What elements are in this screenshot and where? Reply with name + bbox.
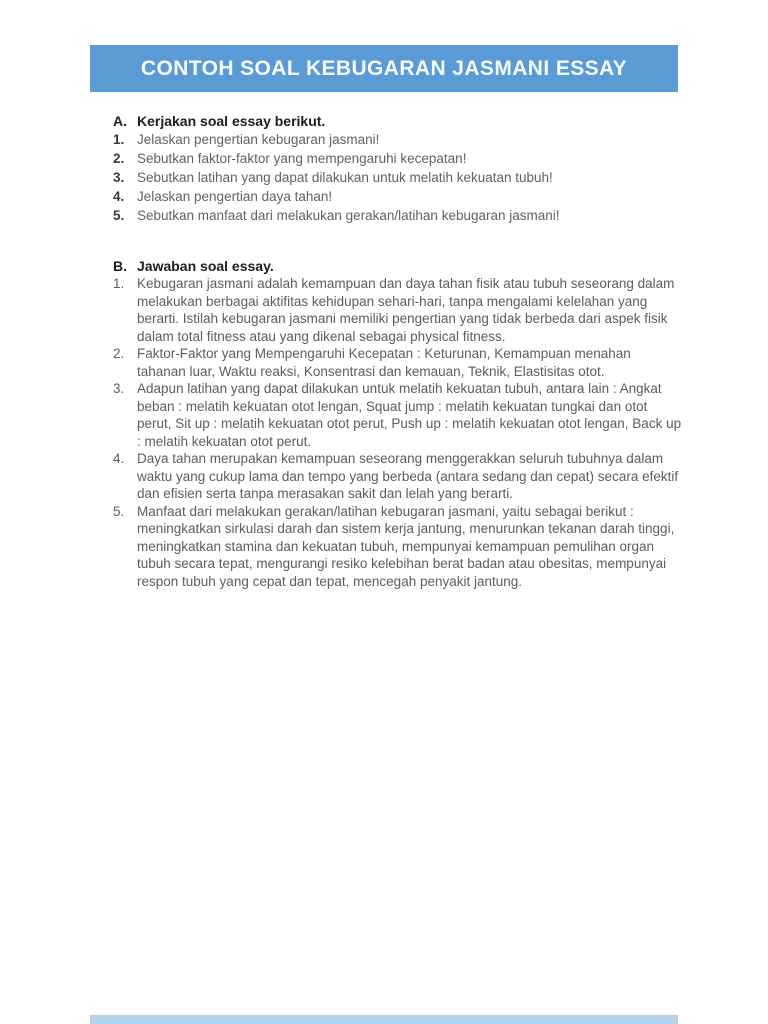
question-item xyxy=(113,206,682,225)
question-text: Sebutkan faktor-faktor yang mempengaruhi kecepatan! xyxy=(137,151,467,166)
section-b-heading xyxy=(113,257,682,275)
section-b-label: B. xyxy=(113,258,127,274)
question-text: Sebutkan manfaat dari melakukan gerakan/latihan kebugaran jasmani! xyxy=(137,208,560,223)
answer-text: Adapun latihan yang dapat dilakukan untuk melatih kekuatan tubuh, antara lain : Angkat beban : melatih kekuatan otot lengan, Squat jump : melatih kekuatan tungkai dan otot perut, Sit up : melatih kekuatan otot perut, Push up : melatih kekuatan otot lengan, Back up : melatih kekuatan otot perut. xyxy=(137,381,682,449)
answer-number: 1. xyxy=(113,276,125,291)
section-b-heading-text: Jawaban soal essay. xyxy=(137,258,274,274)
section-a-heading xyxy=(113,112,682,130)
answer-item xyxy=(113,275,682,345)
footer-banner-cutoff xyxy=(90,1015,678,1024)
answer-text: Daya tahan merupakan kemampuan seseorang menggerakkan seluruh tubuhnya dalam waktu yang cukup lama dan tempo yang berbeda (antara sedang dan cepat) secara efektif dan efisien serta tanpa merasakan sakit dan lelah yang berarti. xyxy=(137,451,679,501)
answer-item xyxy=(113,503,682,591)
question-number: 4. xyxy=(113,189,125,204)
answer-number: 5. xyxy=(113,503,125,519)
section-a-heading-text: Kerjakan soal essay berikut. xyxy=(137,113,326,129)
answer-list xyxy=(113,275,682,590)
answer-item xyxy=(113,380,682,450)
question-text: Sebutkan latihan yang dapat dilakukan untuk melatih kekuatan tubuh! xyxy=(137,170,553,185)
question-number: 5. xyxy=(113,208,125,223)
question-text: Jelaskan pengertian daya tahan! xyxy=(137,189,333,204)
question-item xyxy=(113,187,682,206)
section-a-label: A. xyxy=(113,113,127,129)
question-item xyxy=(113,130,682,149)
answer-text: Manfaat dari melakukan gerakan/latihan kebugaran jasmani, yaitu sebagai berikut : meningkatkan sirkulasi darah dan sistem kerja jantung, menurunkan tekanan darah tinggi, meningkatkan stamina dan kekuatan tubuh, mempunyai kemampuan pemulihan organ tubuh secara tepat, mengurangi resiko kelebihan berat badan atau obesitas, mempunyai respon tubuh yang cepat dan tepat, mencegah penyakit jantung. xyxy=(137,503,675,589)
document-title-banner xyxy=(90,45,678,92)
answer-text: Kebugaran jasmani adalah kemampuan dan daya tahan fisik atau tubuh seseorang dalam melakukan berbagai aktifitas kehidupan sehari-hari, tanpa mengalami kelelahan yang berarti. Istilah kebugaran jasmani memiliki pengertian yang tidak berbeda dari aspek fisik dalam total fitness atau yang dikenal sebagai physical fitness. xyxy=(137,276,675,344)
answer-number: 3. xyxy=(113,381,125,396)
answer-number: 2. xyxy=(113,346,125,361)
question-item xyxy=(113,149,682,168)
document-body xyxy=(113,112,682,590)
answer-item xyxy=(113,450,682,503)
question-text: Jelaskan pengertian kebugaran jasmani! xyxy=(137,132,380,147)
question-number: 2. xyxy=(113,151,125,166)
page-title: CONTOH SOAL KEBUGARAN JASMANI ESSAY xyxy=(140,56,628,80)
question-list xyxy=(113,130,682,225)
answer-text: Faktor-Faktor yang Mempengaruhi Kecepatan : Keturunan, Kemampuan menahan tahanan luar, Waktu reaksi, Konsentrasi dan kemauan, Teknik, Elastisitas otot. xyxy=(137,346,631,379)
question-item xyxy=(113,168,682,187)
question-number: 1. xyxy=(113,132,125,147)
answer-item xyxy=(113,345,682,380)
answer-number: 4. xyxy=(113,451,125,466)
question-number: 3. xyxy=(113,170,125,185)
